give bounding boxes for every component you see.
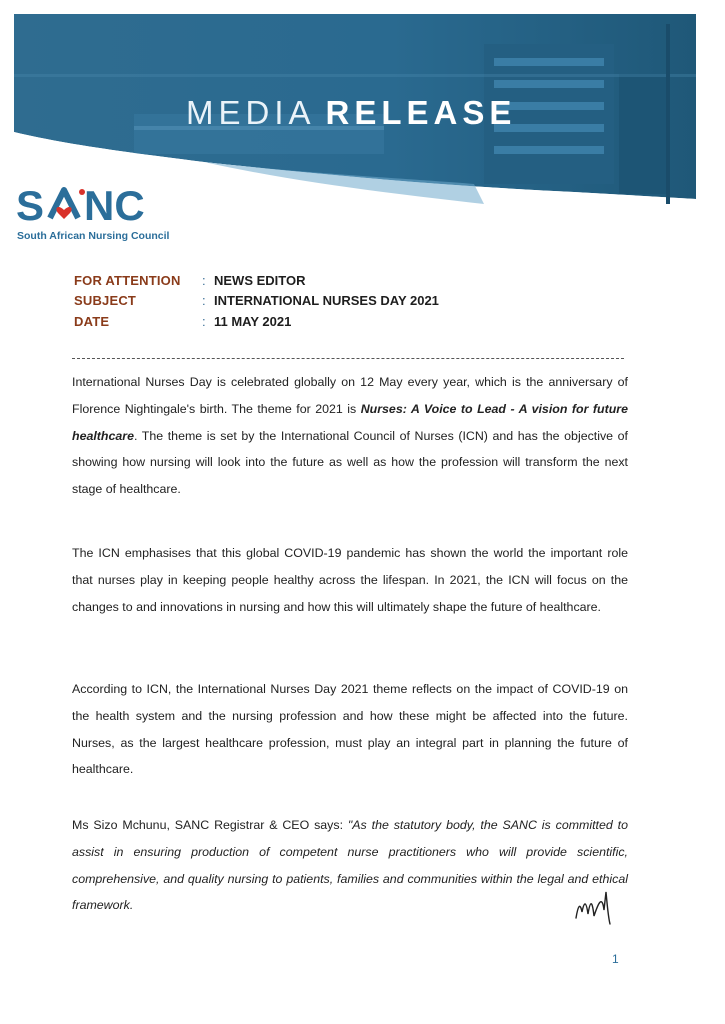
logo-subtitle: South African Nursing Council <box>17 230 170 242</box>
release-meta <box>74 270 439 332</box>
sanc-logo <box>16 182 170 244</box>
dashed-divider <box>72 358 624 359</box>
meta-row-date <box>74 311 439 332</box>
paragraph-icn: The ICN emphasises that this global COVID-19 pandemic has shown the world the important role that nurses play in keeping people healthy across the lifespan. In 2021, the ICN will focus on the changes to and innovations in nursing and how this will ultimately shape the future of healthcare. <box>72 546 628 614</box>
paragraph-text: . The theme is set by the International Council of Nurses (ICN) and has the objective of showing how nursing will look into the future as well as how the profession will transform the next stage of healthcare. <box>72 428 628 497</box>
ceo-quote: "As the statutory body, the SANC is committed to assist in ensuring production of competent nurse practitioners who will provide scientific, comprehensive, and quality nursing to patients, families and communities within the legal and ethical framework. <box>72 818 628 913</box>
meta-value: NEWS EDITOR <box>214 272 306 288</box>
sanc-logo-mark <box>16 182 162 226</box>
theme-text: Nurses: A Voice to Lead - A vision for future healthcare <box>72 401 628 443</box>
banner-title-bold: RELEASE <box>325 94 517 131</box>
banner-title <box>186 96 516 129</box>
paragraph-intro <box>72 369 628 503</box>
banner-title-light: MEDIA <box>186 94 316 131</box>
paragraph-quote <box>72 812 628 919</box>
meta-colon: : <box>202 272 206 288</box>
meta-value: 11 MAY 2021 <box>214 313 292 329</box>
meta-value: INTERNATIONAL NURSES DAY 2021 <box>214 293 439 309</box>
paragraph-impact: According to ICN, the International Nurses Day 2021 theme reflects on the impact of COVID-19 on the health system and the nursing profession and how these might be affected into the future. Nurses, as the largest healthcare profession, must play an integral part in planning the future of healthcare. <box>72 682 628 777</box>
paragraph-text: International Nurses Day is celebrated globally on 12 May every year, which is the anniversary of Florence Nightingale's birth. The theme for 2021 is <box>72 375 628 416</box>
meta-colon: : <box>202 293 206 309</box>
meta-label: SUBJECT <box>74 293 137 309</box>
svg-text:NC: NC <box>84 182 145 226</box>
page-number: 1 <box>612 952 619 966</box>
paragraph-text: Ms Sizo Mchunu, SANC Registrar & CEO says: <box>72 818 348 832</box>
meta-colon: : <box>202 313 206 329</box>
meta-label: FOR ATTENTION <box>74 272 181 288</box>
meta-row-subject <box>74 291 439 312</box>
svg-text:S: S <box>16 182 45 226</box>
meta-label: DATE <box>74 313 110 329</box>
meta-row-attention <box>74 270 439 291</box>
signature-mark <box>572 888 616 928</box>
